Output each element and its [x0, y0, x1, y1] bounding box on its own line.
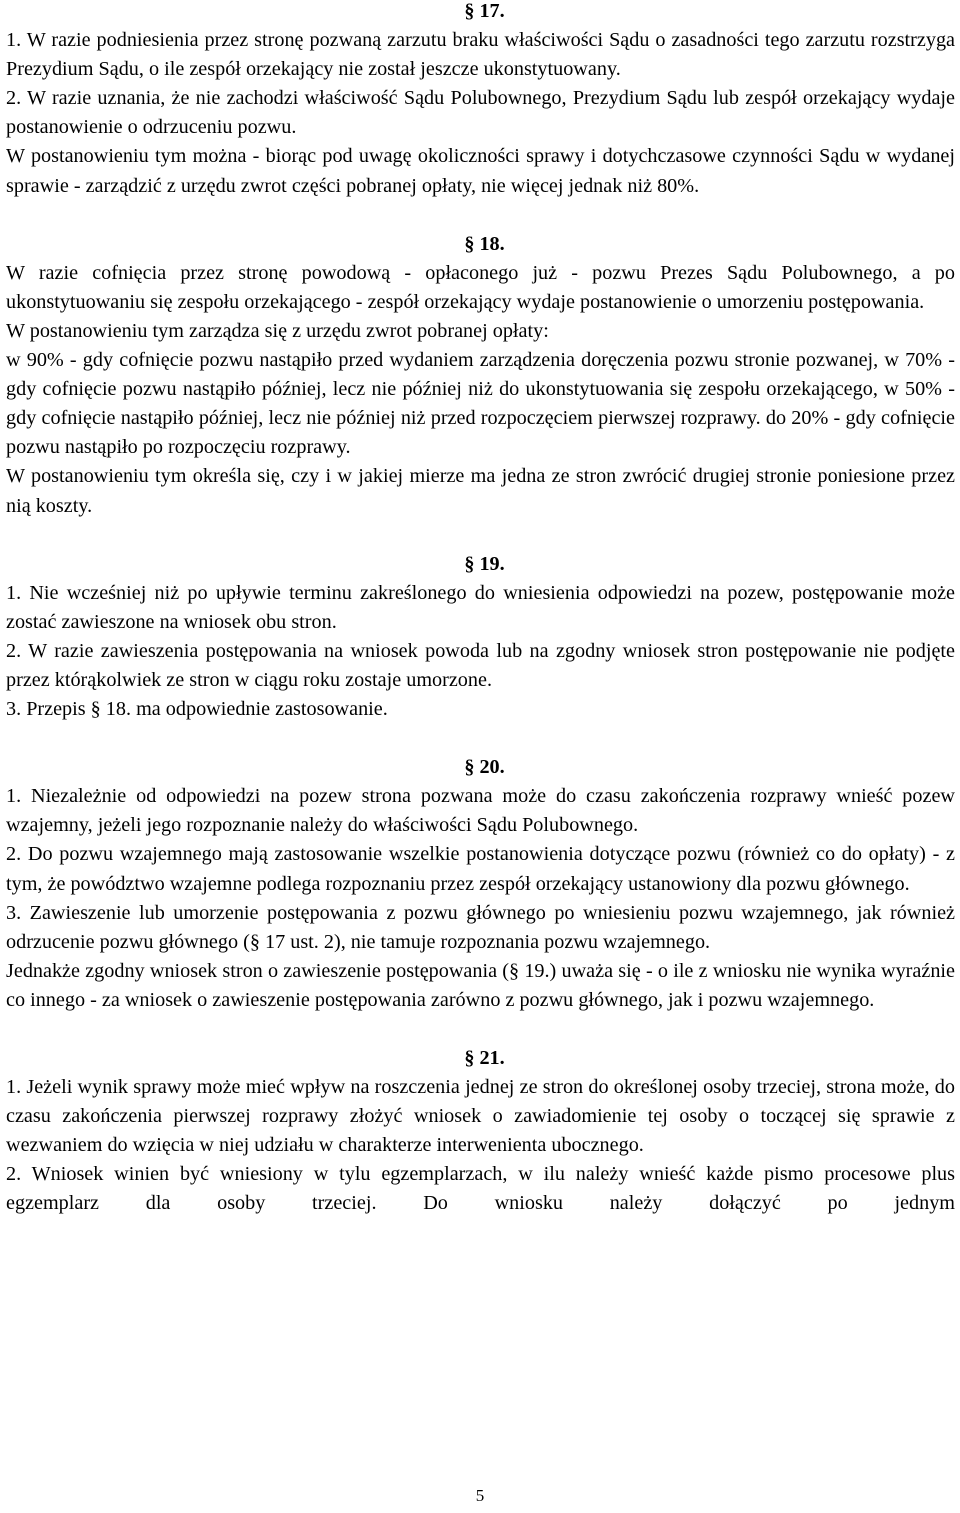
- paragraph: w 90% - gdy cofnięcie pozwu nastąpiło przed wydaniem zarządzenia doręczenia pozwu stronie pozwanej, w 70% -gdy cofnięcie pozwu nastąpiło później, lecz nie później niż do ukonstytuowania się zespołu orzekającego, w 50% - gdy cofnięcie nastąpiło później, lecz nie później niż przed rozpoczęciem pierwszej rozprawy. do 20% - gdy cofnięcie pozwu nastąpiło po rozpoczęciu rozprawy.: [6, 349, 955, 459]
- paragraph: 3. Przepis § 18. ma odpowiednie zastosowanie.: [6, 698, 388, 721]
- section-title: § 21.: [464, 1047, 505, 1069]
- paragraph: 1. W razie podniesienia przez stronę pozwaną zarzutu braku właściwości Sądu o zasadności tego zarzutu rozstrzyga Prezydium Sądu, o ile zespół orzekający nie został jeszcze ukonstytuowany.: [6, 29, 955, 81]
- section-19: [6, 550, 955, 725]
- paragraph: 2. Wniosek winien być wniesiony w tylu egzemplarzach, w ilu należy wnieść każde pismo procesowe plus egzemplarz dla osoby trzeciej. Do wniosku należy dołączyć po jednym: [6, 1163, 955, 1215]
- section-spacer: [6, 1015, 955, 1044]
- section-title: § 20.: [464, 756, 505, 779]
- paragraph: 1. Nie wcześniej niż po upływie terminu zakreślonego do wniesienia odpowiedzi na pozew, postępowanie może zostać zawieszone na wniosek obu stron.: [6, 581, 955, 633]
- paragraph: W postanowieniu tym określa się, czy i w jakiej mierze ma jedna ze stron zwrócić drugiej stronie poniesione przez nią koszty.: [6, 465, 955, 517]
- paragraph: Jednakże zgodny wniosek stron o zawieszenie postępowania (§ 19.) uważa się - o ile z wniosku nie wynika wyraźnie co innego - za wniosek o zawieszenie postępowania zarówno z pozwu głównego, jak i pozwu wzajemnego.: [6, 959, 955, 1011]
- section-18: [6, 230, 955, 521]
- paragraph: W razie cofnięcia przez stronę powodową - opłaconego już - pozwu Prezes Sądu Polubownego, a po ukonstytuowaniu się zespołu orzekającego - zespół orzekający wydaje postanowienie o umorzeniu postępowania.: [6, 261, 955, 313]
- section-21: [6, 1044, 955, 1219]
- section-title: § 18.: [464, 232, 505, 255]
- section-spacer: [6, 724, 955, 753]
- paragraph: 2. Do pozwu wzajemnego mają zastosowanie wszelkie postanowienia dotyczące pozwu (również co do opłaty) - z tym, że powództwo wzajemne podlega rozpoznaniu przez zespół orzekający ustanowiony dla pozwu głównego.: [6, 843, 955, 895]
- paragraph: 2. W razie uznania, że nie zachodzi właściwość Sądu Polubownego, Prezydium Sądu lub zespół orzekający wydaje postanowienie o odrzuceniu pozwu.: [6, 87, 955, 139]
- paragraph: W postanowieniu tym zarządza się z urzędu zwrot pobranej opłaty:: [6, 319, 549, 342]
- section-spacer: [6, 201, 955, 230]
- paragraph: W postanowieniu tym można - biorąc pod uwagę okoliczności sprawy i dotychczasowe czynności Sądu w wydanej sprawie - zarządzić z urzędu zwrot części pobranej opłaty, nie więcej jednak niż 80%.: [6, 145, 955, 197]
- paragraph: 2. W razie zawieszenia postępowania na wniosek powoda lub na zgodny wniosek stron postępowanie nie podjęte przez którąkolwiek ze stron w ciągu roku zostaje umorzone.: [6, 639, 955, 691]
- section-title: § 19.: [464, 552, 505, 575]
- section-title: § 17.: [464, 0, 505, 22]
- paragraph: 3. Zawieszenie lub umorzenie postępowania z pozwu głównego po wniesieniu pozwu wzajemnego, jak również odrzucenie pozwu głównego (§ 17 ust. 2), nie tamuje rozpoznania pozwu wzajemnego.: [6, 901, 955, 953]
- paragraph: 1. Niezależnie od odpowiedzi na pozew strona pozwana może do czasu zakończenia rozprawy wnieść pozew wzajemny, jeżeli jego rozpoznanie należy do właściwości Sądu Polubownego.: [6, 785, 955, 837]
- section-20: [6, 753, 955, 1015]
- paragraph: 1. Jeżeli wynik sprawy może mieć wpływ na roszczenia jednej ze stron do określonej osoby trzeciej, strona może, do czasu zakończenia pierwszej rozprawy złożyć wniosek o zawiadomienie tej osoby o toczącej się sprawie z wezwaniem do wzięcia w niej udziału w charakterze interwenienta ubocznego.: [6, 1076, 955, 1157]
- section-17: [6, 0, 955, 201]
- page-number: 5: [475, 1486, 485, 1505]
- document-page: [6, 0, 955, 1219]
- section-spacer: [6, 521, 955, 550]
